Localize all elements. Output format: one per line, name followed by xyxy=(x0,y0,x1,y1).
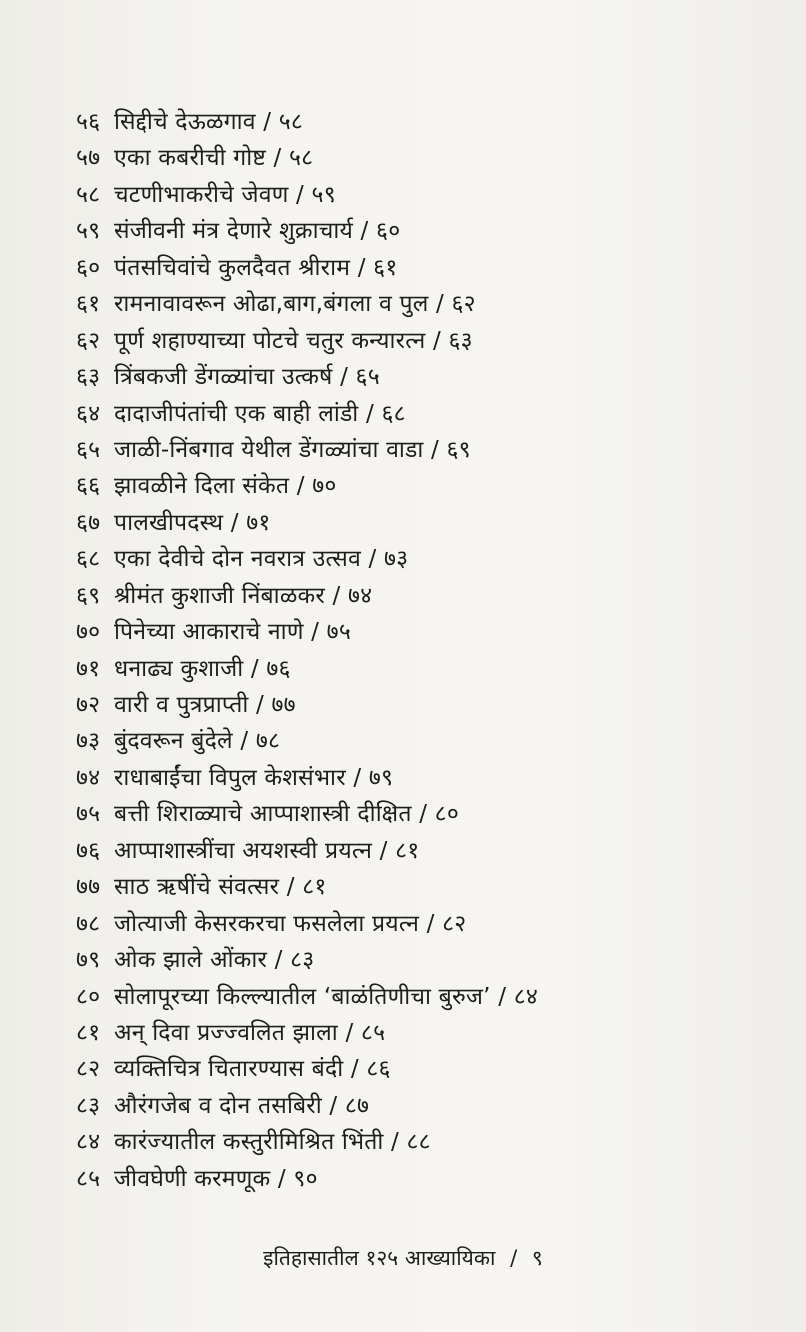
toc-entry-number: ६७ xyxy=(76,509,101,536)
toc-entry-title: सोलापूरच्या किल्ल्यातील ‘बाळंतिणीचा बुरुज’ xyxy=(114,983,491,1010)
toc-entry-page-number: ७८ xyxy=(255,728,281,755)
toc-entry-number: ७३ xyxy=(76,728,101,755)
toc-entry-number: ८४ xyxy=(76,1129,101,1156)
toc-entry-title: राधाबाईंचा विपुल केशसंभार xyxy=(114,764,346,791)
toc-entry-page-number: ६९ xyxy=(446,436,471,463)
toc-entry-title: चटणीभाकरीचे जेवण xyxy=(114,181,289,208)
toc-entry xyxy=(76,213,776,249)
toc-entry xyxy=(76,396,776,432)
toc-entry-title: रामनावावरून ओढा,बाग,बंगला व पुल xyxy=(114,291,429,318)
toc-entry-title: पालखीपदस्थ xyxy=(114,509,224,536)
toc-entry-separator: / xyxy=(411,801,435,828)
page-footer xyxy=(0,1244,806,1272)
toc-entry-number: ५६ xyxy=(76,109,101,135)
toc-entry-separator: / xyxy=(372,837,396,864)
toc-entry-title: जीवघेणी करमणूक xyxy=(114,1165,271,1192)
toc-entry-title: श्रीमंत कुशाजी निंबाळकर xyxy=(114,582,325,609)
toc-entry-separator: / xyxy=(267,947,291,974)
toc-entry-separator: / xyxy=(232,728,256,755)
toc-entry-page-number: ८७ xyxy=(344,1092,370,1119)
footer-book-title: इतिहासातील १२५ आख्यायिका xyxy=(263,1246,496,1270)
toc-entry-number: ६२ xyxy=(76,327,101,354)
toc-entry-number: ६८ xyxy=(76,546,101,573)
toc-entry-separator: / xyxy=(248,692,272,718)
toc-entry-number: ७७ xyxy=(76,874,101,901)
toc-entry-separator: / xyxy=(279,874,303,901)
toc-entry-number: ६० xyxy=(76,254,101,281)
toc-entry-number: ५७ xyxy=(76,145,101,172)
toc-entry-number: ६१ xyxy=(76,291,101,318)
toc-entry xyxy=(76,140,776,176)
toc-entry-page-number: ९० xyxy=(293,1165,318,1192)
toc-entry-title: जाळी-निंबगाव येथील डेंगळ्यांचा वाडा xyxy=(114,436,424,463)
toc-entry-title: त्रिंबकजी डेंगळ्यांचा उत्कर्ष xyxy=(114,364,333,391)
toc-entry-number: ८० xyxy=(76,983,101,1010)
toc-entry-separator: / xyxy=(337,1019,361,1046)
toc-entry-page-number: ८६ xyxy=(366,1056,391,1083)
toc-entry-title: एका कबरीची गोष्ट xyxy=(114,145,267,172)
toc-entry-separator: / xyxy=(345,764,369,791)
toc-entry-number: ७९ xyxy=(76,947,101,974)
toc-entry-title: पूर्ण शहाण्याच्या पोटचे चतुर कन्यारत्न xyxy=(114,327,426,354)
toc-entry-page-number: ८८ xyxy=(406,1129,431,1156)
toc-entry-separator: / xyxy=(324,582,348,609)
toc-entry-separator: / xyxy=(243,655,267,682)
toc-entry-title: कारंज्यातील कस्तुरीमिश्रित भिंती xyxy=(114,1129,384,1156)
toc-entry xyxy=(76,1051,776,1087)
toc-entry-number: ७५ xyxy=(76,801,101,828)
toc-entry-title: बुंदवरून बुंदेले xyxy=(114,728,233,755)
toc-entry-page-number: ६८ xyxy=(381,400,406,427)
toc-entry-page-number: ६२ xyxy=(451,291,476,318)
toc-entry-page-number: ८१ xyxy=(395,837,420,864)
toc-entry-number: ७८ xyxy=(76,910,101,937)
toc-entry xyxy=(76,1161,776,1197)
toc-entry-separator: / xyxy=(358,400,382,427)
toc-entry-page-number: ७० xyxy=(312,473,337,500)
toc-entry-title: झावळीने दिला संकेत xyxy=(114,473,290,500)
toc-entry-page-number: ७१ xyxy=(246,509,271,536)
toc-entry xyxy=(76,505,776,541)
toc-entry-page-number: ५८ xyxy=(289,145,314,172)
footer-page-number: ९ xyxy=(531,1246,543,1270)
toc-entry-separator: / xyxy=(289,473,313,500)
toc-entry xyxy=(76,286,776,322)
toc-entry-number: ८२ xyxy=(76,1056,101,1083)
toc-entry-separator: / xyxy=(361,546,384,573)
toc-entry-separator: / xyxy=(303,619,327,646)
toc-entry-title: आप्पाशास्त्रींचा अयशस्वी प्रयत्न xyxy=(114,837,373,864)
toc-entry-separator: / xyxy=(425,327,449,354)
toc-entry-page-number: ८० xyxy=(434,801,459,828)
toc-entry-separator: / xyxy=(343,1056,367,1083)
toc-entry-separator: / xyxy=(428,291,452,318)
toc-entry-page-number: ८१ xyxy=(302,874,327,901)
toc-entry-separator: / xyxy=(255,109,279,135)
toc-entry-number: ५८ xyxy=(76,181,101,208)
toc-entry-number: ६३ xyxy=(76,364,101,391)
toc-entry-title: वारी व पुत्रप्राप्ती xyxy=(114,692,249,718)
toc-entry-title: सिद्दीचे देऊळगाव xyxy=(114,109,256,135)
toc-entry-title: अन् दिवा प्रज्ज्वलित झाला xyxy=(114,1019,338,1046)
toc-entry-separator: / xyxy=(332,364,356,391)
footer-separator: / xyxy=(510,1246,518,1270)
toc-entry-separator: / xyxy=(383,1129,407,1156)
toc-entry-separator: / xyxy=(423,436,447,463)
toc-entry-number: ८३ xyxy=(76,1092,101,1119)
toc-entry-title: एका देवीचे दोन नवरात्र उत्सव xyxy=(114,546,362,573)
toc-entry-number: ६४ xyxy=(76,400,101,427)
toc-entry-title: पिनेच्या आकाराचे नाणे xyxy=(114,619,304,646)
toc-entry xyxy=(76,833,776,869)
toc-entry-title: जोत्याजी केसरकरचा फसलेला प्रयत्न xyxy=(114,910,420,937)
toc-entry xyxy=(76,906,776,942)
toc-entry-title: औरंगजेब व दोन तसबिरी xyxy=(114,1092,322,1119)
toc-entry-number: ७१ xyxy=(76,655,101,682)
toc-entry xyxy=(76,1015,776,1051)
toc-entry xyxy=(76,541,776,577)
toc-entry-number: ७४ xyxy=(76,764,101,791)
toc-entry xyxy=(76,979,776,1015)
toc-entry xyxy=(76,250,776,286)
toc-entry-title: बत्ती शिराळ्याचे आप्पाशास्त्री दीक्षित xyxy=(114,801,412,828)
toc-entry-number: ८५ xyxy=(76,1165,101,1192)
toc-entry-separator: / xyxy=(321,1092,345,1119)
toc-entry-page-number: ८५ xyxy=(360,1019,386,1046)
toc-entry-separator: / xyxy=(223,509,247,536)
toc-entry-number: ७० xyxy=(76,619,101,646)
toc-entry-page-number: ८२ xyxy=(442,910,467,937)
toc-entry-page-number: ८४ xyxy=(513,983,539,1010)
toc-entry-number: ७६ xyxy=(76,837,101,864)
toc-entry-page-number: ५९ xyxy=(311,181,336,208)
toc-entry-title: पंतसचिवांचे कुलदैवत श्रीराम xyxy=(114,254,351,281)
toc-entry-separator: / xyxy=(288,181,312,208)
toc-entry-page-number: ८३ xyxy=(290,947,315,974)
toc-entry-number: ६६ xyxy=(76,473,101,500)
toc-entry-separator: / xyxy=(353,218,377,245)
toc-entry xyxy=(76,1124,776,1160)
toc-entry-number: ७२ xyxy=(76,692,101,718)
toc-entry-page-number: ७९ xyxy=(368,764,394,791)
toc-entry xyxy=(76,578,776,614)
toc-entry-title: संजीवनी मंत्र देणारे शुक्राचार्य xyxy=(114,218,354,245)
toc-entry xyxy=(76,869,776,905)
toc-entry xyxy=(76,1088,776,1124)
toc-entry-number: ६५ xyxy=(76,436,101,463)
toc-entry-page-number: ७५ xyxy=(326,619,351,646)
toc-entry-page-number: ५८ xyxy=(278,109,304,135)
toc-entry xyxy=(76,614,776,650)
toc-entry xyxy=(76,760,776,796)
toc-entry-page-number: ७३ xyxy=(384,546,409,573)
toc-entry-separator: / xyxy=(350,254,374,281)
toc-entry-title: धनाढ्य कुशाजी xyxy=(114,655,244,682)
toc-entry-page-number: ६५ xyxy=(355,364,380,391)
toc-entry-number: ५९ xyxy=(76,218,101,245)
toc-entry xyxy=(76,796,776,832)
toc-entry xyxy=(76,177,776,213)
toc-entry-page-number: ७७ xyxy=(271,692,296,718)
toc-entry-page-number: ७६ xyxy=(266,655,291,682)
toc-entry xyxy=(76,687,776,723)
toc-entry-number: ६९ xyxy=(76,582,101,609)
toc-entry-title: साठ ऋषींचे संवत्सर xyxy=(114,874,280,901)
toc-entry-separator: / xyxy=(419,910,443,937)
toc-entry-page-number: ६१ xyxy=(373,254,398,281)
toc-entry xyxy=(76,104,776,140)
table-of-contents xyxy=(76,104,776,1197)
toc-entry xyxy=(76,723,776,759)
toc-entry-number: ८१ xyxy=(76,1019,101,1046)
toc-entry-separator: / xyxy=(490,983,514,1010)
toc-entry-separator: / xyxy=(266,145,290,172)
toc-entry xyxy=(76,942,776,978)
toc-entry-title: ओक झाले ओंकार xyxy=(114,947,268,974)
toc-entry xyxy=(76,359,776,395)
toc-entry-title: दादाजीपंतांची एक बाही लांडी xyxy=(114,400,359,427)
toc-entry-separator: / xyxy=(270,1165,294,1192)
toc-entry-page-number: ७४ xyxy=(347,582,373,609)
toc-entry-page-number: ६० xyxy=(376,218,401,245)
toc-entry-page-number: ६३ xyxy=(448,327,473,354)
toc-entry-title: व्यक्तिचित्र चितारण्यास बंदी xyxy=(114,1056,344,1083)
toc-entry xyxy=(76,651,776,687)
toc-entry xyxy=(76,432,776,468)
toc-entry xyxy=(76,323,776,359)
toc-entry xyxy=(76,468,776,504)
